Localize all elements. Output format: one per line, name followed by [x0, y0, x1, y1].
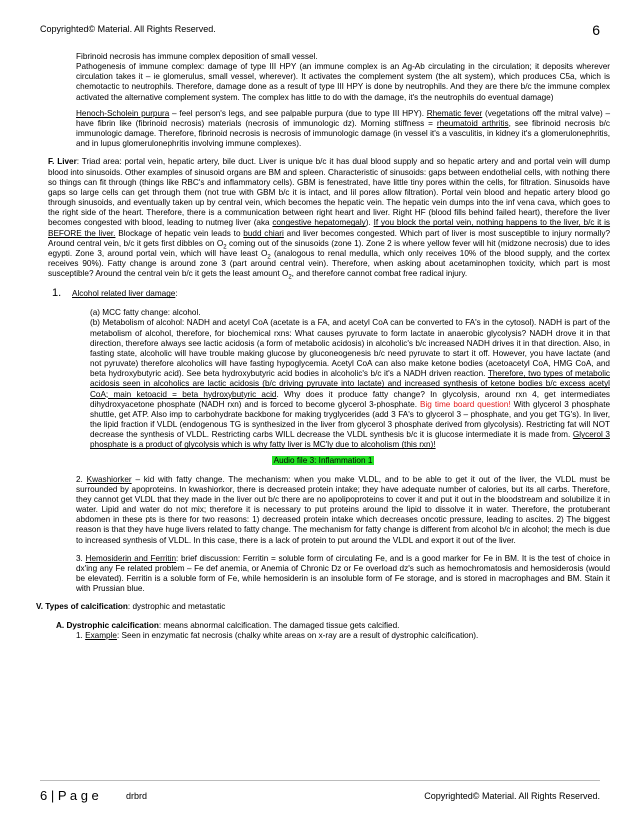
audio-marker-wrap [36, 456, 610, 466]
liver-underline-3: budd chiari [243, 228, 284, 238]
liver-text-2: ). [365, 218, 374, 228]
footer-divider [40, 780, 600, 781]
examples-text-2: (vegetations off the mitral valve) – have fibrin like (fibrinoid necrosis) materials (necrosis of immunologic dz). Morning stiffness = [76, 108, 610, 128]
metab-text-1: (b) Metabolism of alcohol: NADH and acetyl CoA (acetate is a FA, and acetyl CoA can be converted to FA's in the cytosol). NADH is part of the metabolism of alcohol, therefore, for biochemical rxns: What causes pyruvate to form lactate in anaerobic glycolysis? NADH drove it in that direction, therefore always see lactic acidosis (a form of metabolic acidosis) in alcoholic's b/c increased NADH drives it in that direction. Also, in fasting state, alcoholic will have trouble making glucose by gluconeogenesis b/c need pyruvate to start it off. However, you have lactate (and not pyruvate) therefore alcoholics will have fasting hypoglycemia. Acetyl CoA can also make ketone bodies (acetoacetyl CoA, HMG CoA, and beta hydroxybutyric acid). See beta hydroxybutyric acid bodies in alcoholic's b/c it's a NADH driven reaction. [90, 318, 610, 379]
henoch-link: Henoch-Scholein purpura [76, 108, 170, 118]
example-line [76, 631, 610, 641]
footer-copyright: Copyrighted© Material. All Rights Reserved. [424, 791, 600, 801]
footer-page-number: 6 | P a g e [40, 788, 99, 803]
liver-underline-1: congestive hepatomegaly [272, 218, 366, 228]
rheumatoid-link: rheumatoid arthritis [436, 118, 509, 128]
liver-text-1: : Triad area: portal vein, hepatic artery, bile duct. Liver is unique b/c it has dual blood supply and so hepatic artery and and portal vein will dump blood into sinusoids. Other examples of sinusoid organs are BM and spleen. Characteristic of sinusoids: gaps between endothelial cells, with nothing there so things can fit through (things like RBC's and inflammatory cells). GBM is fenestrated, have little tiny pores within the cells, for filtration. Sinusoids have gaps so large cells can get through them (not true with GBM b/c it is intact, and lil pores allow filtration). Portal vein blood and hepatic artery blood go through sinusoids, and eventually taken up by central vein, which becomes the hepatic vein. The hepatic vein dumps into the inf vena cava, which goes to the right side of the heart. Therefore, there is a communication between right heart and liver. Right HF (blood fills behind failed heart), therefore the liver becomes congested with blood, leading to nutmeg liver (aka [48, 157, 610, 228]
dystrophic-title: A. Dystrophic calcification [56, 620, 159, 630]
page-header [40, 24, 600, 38]
dystrophic-heading [56, 621, 610, 631]
calcification-title: V. Types of calcification [36, 602, 128, 612]
header-page-number: 6 [592, 22, 600, 38]
example-term: Example [85, 630, 117, 640]
liver-underline-2: If you block the portal vein, nothing happens to the liver, b/c it is BEFORE the liver. [48, 218, 611, 238]
alcohol-section-heading [52, 287, 610, 300]
section-number: 1. [52, 287, 62, 300]
liver-sub-1: 2 [223, 244, 227, 251]
kwash-text: – kid with fatty change. The mechanism: when you make VLDL, and to be able to get it out of the liver, the VLDL must be surrounded by apoproteins. In kwashiorkor, there is decreased protein intake; they have adequate number of calories, but its all carbs. Therefore, they cannot get VLDL that they made in the liver out b/c there are no apolipoproteins to cover it and put it out in the bloodstream and solubilize it in water. Lipid and water do not mix; therefore it is necessary to put proteins around the lipid to dissolve it in water. Therefore, the protuberant abdomen in these pts is there for two reasons: 1) decreased protein intake which decreases oncotic pressure, leading to ascites. 2) The biggest reason is that they have huge livers related to fatty change. The mechanism for fatty change is different from alcohol b/c in alcohol; the mech is due to increased synthesis of VLDL. In this case, there is a lack of protein to put around the VLDL and export it out of the liver. [76, 474, 610, 545]
metab-text-3: With glycerol 3 phosphate shuttle, get ATP. Also imp to carbohydrate backbone for making tryglycerides (add 3 FA's to glycerol 3 – phosphate, and you get TG's). In liver, the lipid fraction if VLDL (endogenous TG is synthesized in the liver from glycerol 3 phosphate derived from glycolysis). Restricting fat will NOT decrease the synthesis of VLDL. Restricting carbs WILL decrease the VLDL synthesis b/c it is glucose intermediate it is made from. [90, 399, 611, 440]
pathogenesis-paragraph: Pathogenesis of immune complex: damage of type III HPY (an immune complex is an Ag-Ab circulating in the circulation; it deposits wherever circulation takes it – ie glomerulus, small vessel, wherever). It activates the complement system (the alt system), which produces C5a, which is chemotactic to neutrophils. Therefore, damage done as a result of type III HPY is done by neutrophils. And they are there b/c the immune complex activated the alternative complement system. The complex has little to do with the damage, it's the neutrophils do eventual damage) [76, 62, 610, 102]
kwashiorkor-paragraph [76, 475, 610, 546]
metab-underline-2: Glycerol 3 phosphate is a product of glycolysis which is why fatty liver is MC'ly due to alcoholism (this rxn)! [90, 430, 610, 450]
fibrinoid-paragraph: Fibrinoid necrosis has immune complex deposition of small vessel. [76, 52, 318, 61]
liver-sub-2: 2 [267, 254, 271, 261]
board-question-note: Big time board question! [420, 399, 511, 409]
audio-file-marker: Audio file 3: Inflammation 1 [273, 456, 373, 466]
page-content [36, 52, 610, 641]
hemo-term: Hemosiderin and Ferritin [85, 553, 177, 563]
section-colon: : [175, 289, 178, 299]
examples-text-1: – feel person's legs, and see palpable purpura (due to type III HPY). [169, 108, 427, 118]
examples-text-3: , see fibrinoid necrosis b/c immunologic damage. Therefore, fibrinoid necrosis is necrosis of immunologic damage (in vessel it's a vasculitis, in kidney it's a glomerulonephritis, and in lupus glomerulonephritis involving immune complexes). [76, 118, 611, 149]
metab-underline-1: Therefore, two types of metabolic acidosis seen in alcoholics are lactic acidosis (b/c driving pyruvate into lactate) and increased synthesis of ketone bodies b/c excess acetyl CoA; main ketoacid = beta hydroxybutyric acid [90, 369, 610, 399]
footer-author: drbrd [126, 791, 148, 801]
liver-heading: F. Liver [48, 157, 77, 167]
header-copyright: Copyrighted© Material. All Rights Reserved. [40, 24, 216, 34]
page-footer [40, 790, 600, 808]
liver-text-5: coming out of the sinusoids (zone 1). Zone 2 is where yellow fever will hit (midzone necrosis) due to ides egypti. Zone 3, around portal vein, which will have least O [48, 238, 610, 258]
metab-text-2: . Why does it produce fatty change? In glycolysis, around rxn 4, get intermediates dihydroxyacetone phosphate (NADH rxn) and is forced to become glycerol 3-phosphate. [90, 389, 610, 409]
hemo-number: 3. [76, 553, 86, 563]
example-number: 1. [76, 630, 86, 640]
example-text: : Seen in enzymatic fat necrosis (chalky white areas on x-ray are a result of dystrophic calcification). [116, 630, 479, 640]
hemosiderin-paragraph [76, 554, 610, 595]
calcification-text: : dystrophic and metastatic [127, 602, 226, 612]
kwash-number: 2. [76, 474, 87, 484]
mcc-line: (a) MCC fatty change: alcohol. [90, 308, 201, 318]
examples-paragraph [76, 109, 610, 150]
liver-paragraph [48, 157, 610, 279]
metabolism-paragraph [90, 318, 610, 450]
liver-text-4: and liver becomes congested. Which part of liver is most susceptible to injury normally? Around central vein, b/c it gets first dibbles on O [48, 228, 610, 248]
liver-text-6: (analogous to renal medulla, which only receives 10% of the blood supply, and the cortex receives 90%). Fatty change is around zone 3 (part around central vein). Therefore, when asking about acetaminophen toxicity, which part is most susceptible? Around the central vein b/c it gets the least amount O [48, 248, 610, 279]
liver-text-3: Blockage of hepatic vein leads to [115, 228, 244, 238]
calcification-heading [36, 602, 610, 612]
liver-sub-3: 2 [288, 274, 292, 281]
hemo-text: : brief discussion: Ferritin = soluble form of circulating Fe, and is a good marker for Fe in BM. It is the test of choice in dx'ing any Fe related problem – Fe def anemia, or Anemia of Chronic Dz or Fe overload dz's such as hemochromatosis and hemosiderosis (would be elevated). Ferritin is a soluble form of Fe, while hemosiderin is an insoluble form of Fe storage, and is stored in macrophages and BM. Stain it with Prussian blue. [76, 553, 610, 594]
dystrophic-text: : means abnormal calcification. The damaged tissue gets calcified. [158, 620, 400, 630]
kwash-term: Kwashiorker [86, 474, 132, 484]
section-title: Alcohol related liver damage [72, 289, 176, 299]
liver-text-7: , and therefore cannot combat free radical injury. [291, 269, 468, 279]
rhematic-link: Rhematic fever [426, 108, 483, 118]
